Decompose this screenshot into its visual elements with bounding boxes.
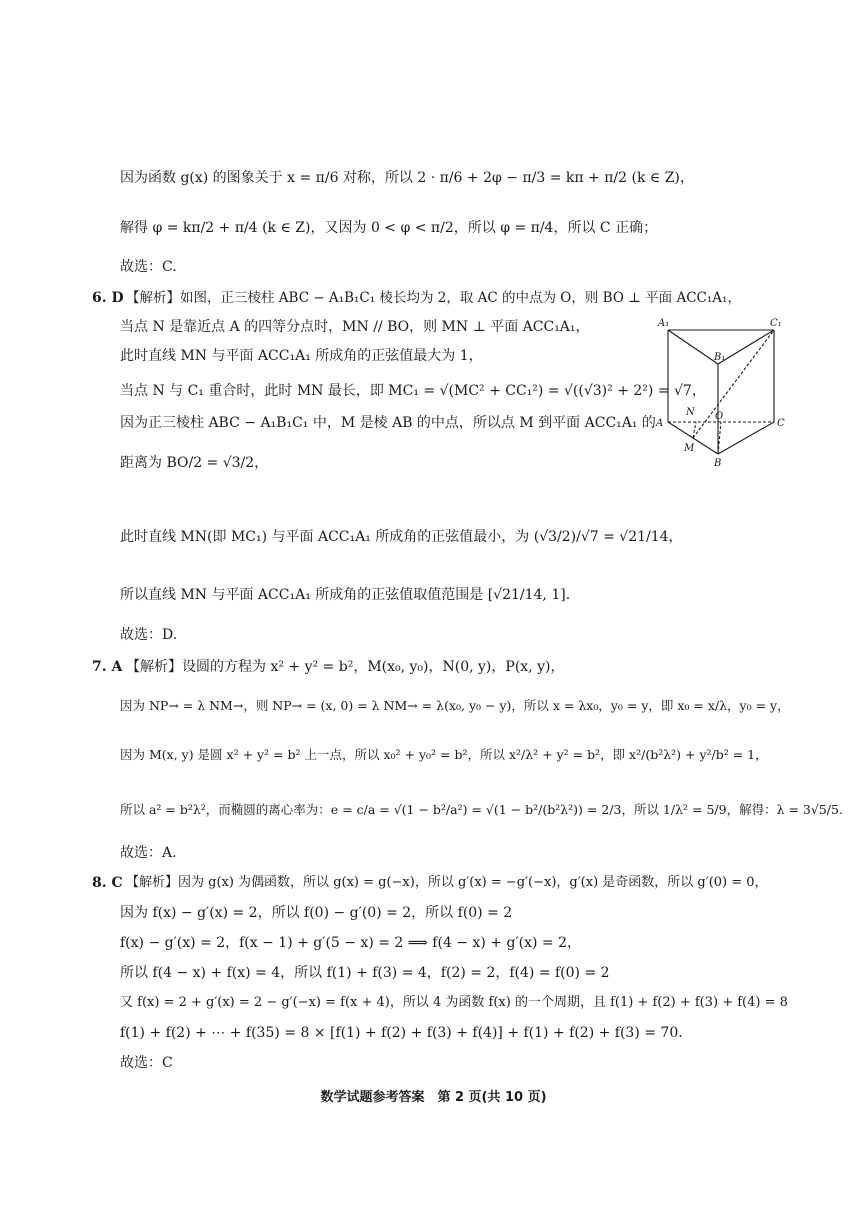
solution-line: 距离为 BO/2 = √3/2， xyxy=(120,455,269,471)
answer-line: 故选：C. xyxy=(120,259,177,275)
solution-line: 【解析】因为 g(x) 为偶函数，所以 g(x) = g(−x)，所以 g′(x) = −g′(−x)，g′(x) 是奇函数，所以 g′(0) = 0， xyxy=(126,875,768,890)
solution-line: 【解析】如图，正三棱柱 ABC − A₁B₁C₁ 棱长均为 2，取 AC 的中点为 O，则 BO ⊥ 平面 ACC₁A₁， xyxy=(126,290,741,306)
question-number: 7. A xyxy=(92,659,123,675)
solution-line: f(x) − g′(x) = 2，f(x − 1) + g′(5 − x) = 2 ⟹ f(4 − x) + g′(x) = 2， xyxy=(120,935,581,951)
page-footer: 数学试题参考答案 第 2 页(共 10 页) xyxy=(320,1090,547,1105)
solution-line: 此时直线 MN 与平面 ACC₁A₁ 所成角的正弦值最大为 1， xyxy=(120,348,483,364)
label-b1: B₁ xyxy=(714,352,726,363)
solution-line: 因为正三棱柱 ABC − A₁B₁C₁ 中，M 是棱 AB 的中点，所以点 M 到平面 ACC₁A₁ 的 xyxy=(120,415,656,431)
solution-line: 因为 NP→ = λ NM→，则 NP→ = (x, 0) = λ NM→ = λ(x₀, y₀ − y)，所以 x = λx₀，y₀ = y，即 x₀ = x/λ，y₀ = y， xyxy=(120,698,790,713)
label-a1: A₁ xyxy=(658,318,670,329)
solution-line: 所以直线 MN 与平面 ACC₁A₁ 所成角的正弦值取值范围是 [√21/14, 1]. xyxy=(120,587,571,603)
prism-figure xyxy=(652,312,792,472)
solution-line: 【解析】设圆的方程为 x² + y² = b²，M(x₀, y₀)，N(0, y)，P(x, y)， xyxy=(126,659,565,675)
answer-line: 故选：C xyxy=(120,1055,173,1071)
question-number: 8. C xyxy=(92,875,123,891)
label-b: B xyxy=(714,458,722,469)
answer-line: 故选：D. xyxy=(120,627,178,643)
label-n: N xyxy=(686,407,695,418)
solution-line: 解得 φ = kπ/2 + π/4 (k ∈ Z)，又因为 0 < φ < π/2，所以 φ = π/4，所以 C 正确； xyxy=(120,220,658,236)
solution-line: 因为 f(x) − g′(x) = 2，所以 f(0) − g′(0) = 2，所以 f(0) = 2 xyxy=(120,905,513,921)
solution-line: 因为函数 g(x) 的图象关于 x = π/6 对称，所以 2 · π/6 + 2φ − π/3 = kπ + π/2 (k ∈ Z)， xyxy=(120,170,694,186)
solution-line: 所以 f(4 − x) + f(x) = 4，所以 f(1) + f(3) = 4，f(2) = 2，f(4) = f(0) = 2 xyxy=(120,965,610,981)
solution-line: 当点 N 是靠近点 A 的四等分点时，MN // BO，则 MN ⊥ 平面 ACC₁A₁， xyxy=(120,319,590,335)
label-a: A xyxy=(656,418,664,429)
label-o: O xyxy=(715,411,724,422)
solution-line: f(1) + f(2) + ⋯ + f(35) = 8 × [f(1) + f(2) + f(3) + f(4)] + f(1) + f(2) + f(3) = 70. xyxy=(120,1025,683,1041)
answer-line: 故选：A. xyxy=(120,845,177,861)
label-c1: C₁ xyxy=(770,318,782,329)
solution-line: 当点 N 与 C₁ 重合时，此时 MN 最长，即 MC₁ = √(MC² + CC₁²) = √((√3)² + 2²) = √7， xyxy=(120,383,706,399)
label-c: C xyxy=(777,418,785,429)
label-m: M xyxy=(684,443,695,454)
edge-bc xyxy=(718,422,774,454)
question-number: 6. D xyxy=(92,290,124,306)
edge-b1c1 xyxy=(718,330,774,364)
solution-line: 此时直线 MN(即 MC₁) 与平面 ACC₁A₁ 所成角的正弦值最小，为 (√3/2)/√7 = √21/14， xyxy=(120,529,683,545)
edge-a1b1 xyxy=(668,330,718,364)
solution-line: 所以 a² = b²λ²，而椭圆的离心率为：e = c/a = √(1 − b²/a²) = √(1 − b²/(b²λ²)) = 2/3，所以 1/λ² = 5/9，解得：λ = 3√5/5. xyxy=(120,802,843,817)
solution-line: 又 f(x) = 2 + g′(x) = 2 − g′(−x) = f(x + 4)，所以 4 为函数 f(x) 的一个周期，且 f(1) + f(2) + f(3) + f(4) = 8 xyxy=(120,995,788,1010)
solution-line: 因为 M(x, y) 是圆 x² + y² = b² 上一点，所以 x₀² + y₀² = b²，所以 x²/λ² + y² = b²，即 x²/(b²λ²) + y²/b² = 1， xyxy=(120,747,768,762)
